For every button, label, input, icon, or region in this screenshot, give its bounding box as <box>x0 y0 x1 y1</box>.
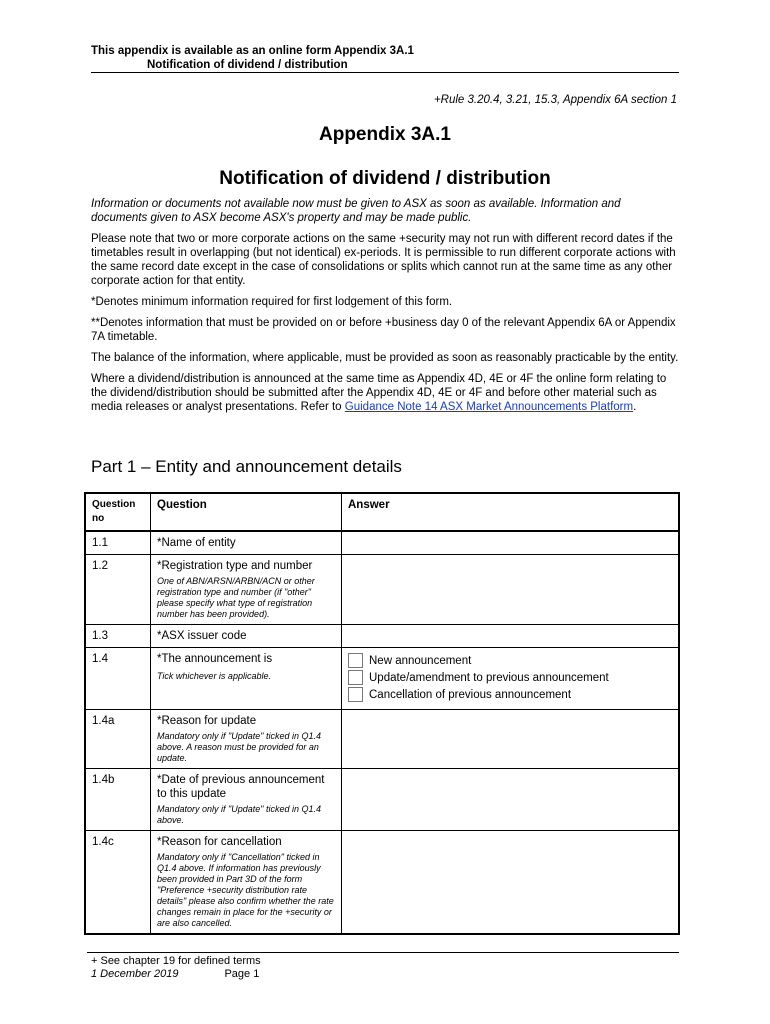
footer-date: 1 December 2019 <box>91 968 179 980</box>
question-number: 1.4c <box>85 831 151 935</box>
question-text <box>151 648 342 710</box>
intro-text-end: . <box>633 401 637 413</box>
intro-paragraph: Please note that two or more corporate actions on the same +security may not run with different record dates if the timetables result in overlapping (but not identical) ex-periods. It is permissible to run different corporate actions with the same record date except in the case of consolidations or splits which cannot run at the same time as any other corporate action for that entity. <box>91 233 676 287</box>
table-header-row <box>85 493 679 531</box>
table-row <box>85 831 679 935</box>
header-line-2: Notification of dividend / distribution <box>147 59 348 71</box>
option-update-announcement[interactable] <box>348 669 672 686</box>
question-number: 1.4b <box>85 769 151 831</box>
footer-date-line <box>91 968 261 981</box>
question-note: Tick whichever is applicable. <box>157 671 271 681</box>
header-divider <box>91 72 679 73</box>
question-text <box>151 769 342 831</box>
answer-cell[interactable] <box>342 831 680 935</box>
question-number: 1.1 <box>85 531 151 555</box>
question-label: *Date of previous announcement to this update <box>157 774 325 800</box>
page-title: Appendix 3A.1 <box>319 124 451 145</box>
question-note: Mandatory only if "Update" ticked in Q1.4 above. A reason must be provided for an update. <box>157 731 321 763</box>
table-row <box>85 648 679 710</box>
guidance-note-link[interactable]: Guidance Note 14 ASX Market Announcements Platform <box>344 401 634 413</box>
header-answer: Answer <box>342 493 680 531</box>
question-label: *Reason for update <box>157 715 257 727</box>
table-row <box>85 769 679 831</box>
question-text <box>151 831 342 935</box>
answer-cell <box>342 648 680 710</box>
header-question: Question <box>151 493 342 531</box>
option-new-announcement[interactable] <box>348 652 672 669</box>
page-footer <box>91 955 261 981</box>
table-row <box>85 625 679 648</box>
question-text <box>151 531 342 555</box>
intro-text-span: Where a dividend/distribution is announced at the same time as Appendix 4D, 4E or 4F the online form relating to the dividend/distribution should be submitted after the Appendix 4D, 4E or 4F and before other material such as media releases or analyst presentations. Refer to <box>91 373 667 413</box>
table-row <box>85 555 679 625</box>
header-question-no: Question no <box>85 493 151 531</box>
question-number: 1.2 <box>85 555 151 625</box>
answer-cell[interactable] <box>342 555 680 625</box>
table-row <box>85 710 679 769</box>
footer-definitions: + See chapter 19 for defined terms <box>91 955 261 967</box>
question-label: *The announcement is <box>157 653 273 665</box>
running-header <box>91 44 679 72</box>
rule-reference: +Rule 3.20.4, 3.21, 15.3, Appendix 6A section 1 <box>433 94 677 106</box>
option-label: Update/amendment to previous announcement <box>369 671 609 684</box>
option-label: New announcement <box>369 654 472 667</box>
answer-cell[interactable] <box>342 769 680 831</box>
checkbox-icon[interactable] <box>348 670 363 685</box>
intro-paragraph <box>91 372 679 414</box>
page-subtitle: Notification of dividend / distribution <box>219 168 551 189</box>
intro-paragraph: Information or documents not available now must be given to ASX as soon as available. Information and documents given to ASX become ASX's property and may be made public. <box>91 198 621 224</box>
question-text <box>151 625 342 648</box>
intro-text <box>91 197 679 421</box>
entity-details-table <box>84 492 680 935</box>
checkbox-icon[interactable] <box>348 653 363 668</box>
question-label: *Name of entity <box>157 537 236 549</box>
question-note: Mandatory only if "Cancellation" ticked in Q1.4 above. If information has previously been provided in Part 3D of the form "Preference +security distribution rate details" please also confirm whether the rate changes remain in place for the +security or are also cancelled. <box>157 852 334 928</box>
question-text <box>151 710 342 769</box>
footer-divider <box>87 952 679 953</box>
option-label: Cancellation of previous announcement <box>369 688 572 701</box>
header-line-1: This appendix is available as an online form Appendix 3A.1 <box>91 45 414 57</box>
question-label: *Registration type and number <box>157 560 313 572</box>
intro-paragraph: *Denotes minimum information required for first lodgement of this form. <box>91 296 453 308</box>
intro-paragraph: The balance of the information, where applicable, must be provided as soon as reasonably practicable by the entity. <box>91 352 679 364</box>
question-note: One of ABN/ARSN/ARBN/ACN or other registration type and number (if "other" please specify what type of registration number has been provided). <box>157 576 315 619</box>
question-text <box>151 555 342 625</box>
option-cancellation[interactable] <box>348 686 672 703</box>
checkbox-icon[interactable] <box>348 687 363 702</box>
table-row <box>85 531 679 555</box>
question-label: *Reason for cancellation <box>157 836 282 848</box>
answer-cell[interactable] <box>342 625 680 648</box>
question-label: *ASX issuer code <box>157 630 247 642</box>
question-number: 1.4 <box>85 648 151 710</box>
answer-cell[interactable] <box>342 710 680 769</box>
part-1-heading: Part 1 – Entity and announcement details <box>91 457 402 476</box>
page-number: Page 1 <box>224 968 260 980</box>
answer-cell[interactable] <box>342 531 680 555</box>
intro-paragraph: **Denotes information that must be provided on or before +business day 0 of the relevant Appendix 6A or Appendix 7A timetable. <box>91 317 676 343</box>
question-number: 1.3 <box>85 625 151 648</box>
question-note: Mandatory only if "Update" ticked in Q1.4 above. <box>157 804 321 825</box>
question-number: 1.4a <box>85 710 151 769</box>
